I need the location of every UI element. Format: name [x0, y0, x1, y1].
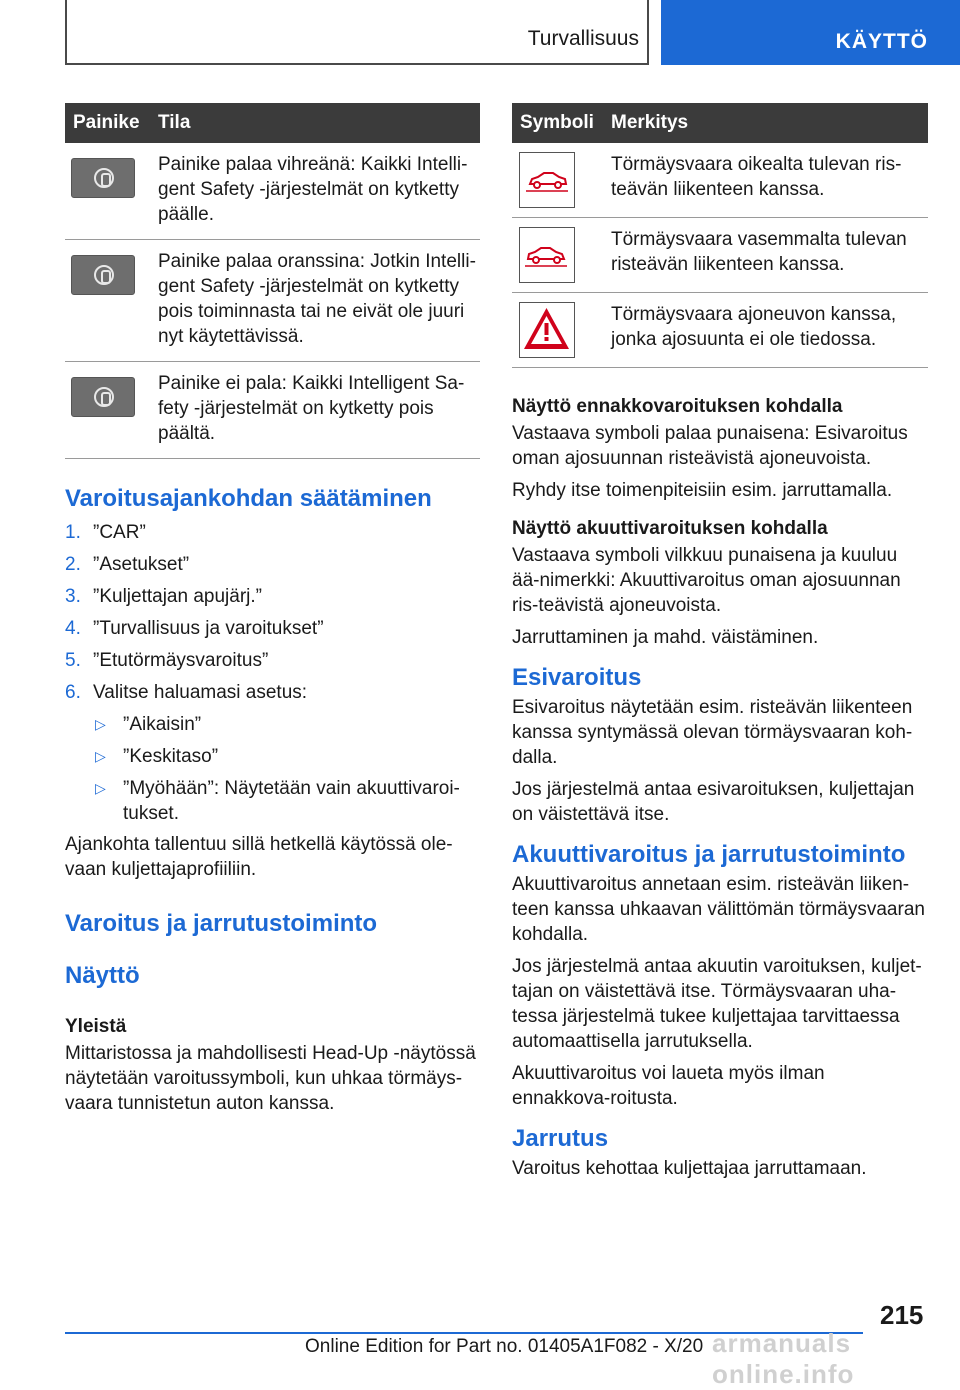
display-heading: Näyttö	[65, 962, 140, 989]
list-item: ▷ ”Myöhään”: Näytetään vain akuuttivaroi-tukset.	[95, 778, 460, 824]
table-header-meaning: Merkitys	[603, 103, 928, 143]
list-item: ▷ ”Keskitaso”	[95, 746, 219, 767]
table-row	[512, 143, 928, 218]
acute-brake-text-1: Akuuttivaroitus annetaan esim. risteävän liiken-teen kanssa uhkaavan välittömän törmäysvaaran kohdalla.	[512, 874, 925, 945]
braking-heading: Jarrutus	[512, 1125, 609, 1152]
general-text: Mittaristossa ja mahdollisesti Head-Up -näytössä näytetään varoitussymboli, kun uhkaa törmäys-vaara tunnistetun auton kanssa.	[65, 1043, 476, 1114]
button-state-table	[65, 103, 480, 459]
acute-brake-text-2: Jos järjestelmä antaa akuutin varoituksen, kuljet-tajan on väistettävä itse. Törmäysvaaran uha-tessa järjestelmä tukee kuljettajaa tarvittaessa automaattisella jarrutuksella.	[512, 956, 922, 1052]
table-cell-text: Törmäysvaara oikealta tulevan ris-teävän liikenteen kanssa.	[603, 143, 928, 218]
timing-heading: Varoitusajankohdan säätäminen	[65, 485, 432, 512]
triangle-bullet-icon: ▷	[95, 748, 106, 764]
table-header-button: Painike	[65, 103, 150, 143]
acute-text-1: Vastaava symboli vilkkuu punaisena ja kuuluu ää-nimerkki: Akuuttivaroitus oman ajosuunnan ris-teävistä ajoneuvoista.	[512, 545, 901, 616]
footer-edition-text: Online Edition for Part no. 01405A1F082 - X/20	[305, 1336, 704, 1357]
table-cell-text: Törmäysvaara vasemmalta tulevan risteävän liikenteen kanssa.	[603, 218, 928, 293]
watermark: armanuals online.info	[712, 1328, 855, 1389]
list-item: 3. ”Kuljettajan apujärj.”	[65, 586, 262, 607]
red-car-right-icon	[519, 152, 575, 208]
timing-steps-list	[65, 520, 480, 705]
pre-warning-display-heading: Näyttö ennakkovaroituksen kohdalla	[512, 396, 843, 417]
warning-triangle-icon	[519, 302, 575, 358]
list-item: ▷ ”Aikaisin”	[95, 714, 202, 735]
triangle-bullet-icon: ▷	[95, 780, 106, 796]
triangle-bullet-icon: ▷	[95, 716, 106, 732]
table-row	[512, 293, 928, 368]
header-section-title: Turvallisuus	[527, 27, 639, 50]
table-row	[65, 143, 480, 240]
prewarning-heading: Esivaroitus	[512, 664, 642, 691]
pre-warning-text-2: Ryhdy itse toimenpiteisiin esim. jarruttamalla.	[512, 480, 893, 501]
list-item: 1. ”CAR”	[65, 522, 146, 543]
left-column	[65, 103, 480, 1116]
list-item: 4. ”Turvallisuus ja varoitukset”	[65, 618, 324, 639]
list-item: 6. Valitse haluamasi asetus:	[65, 682, 308, 703]
prewarning-text-2: Jos järjestelmä antaa esivaroituksen, kuljettajan on väistettävä itse.	[512, 779, 915, 825]
general-heading: Yleistä	[65, 1016, 127, 1037]
braking-text: Varoitus kehottaa kuljettajaa jarruttamaan.	[512, 1158, 867, 1179]
table-cell-text: Törmäysvaara ajoneuvon kanssa, jonka ajosuunta ei ole tiedossa.	[603, 293, 928, 368]
prewarning-text-1: Esivaroitus näytetään esim. risteävän liikenteen kanssa syntymässä olevan törmäysvaaran koh-dalla.	[512, 697, 913, 768]
timing-note: Ajankohta tallentuu sillä hetkellä käytössä ole-vaan kuljettajaprofiiliin.	[65, 834, 453, 880]
acute-text-2: Jarruttaminen ja mahd. väistäminen.	[512, 627, 819, 648]
table-cell-text: Painike palaa oranssina: Jotkin Intelli-gent Safety -järjestelmät on kytketty pois toiminnasta tai ne eivät ole juuri nyt käytettävissä.	[150, 240, 480, 362]
table-header-symbol: Symboli	[512, 103, 603, 143]
right-column	[512, 103, 928, 1181]
acute-display-heading: Näyttö akuuttivaroituksen kohdalla	[512, 518, 828, 539]
acute-brake-heading: Akuuttivaroitus ja jarrutustoiminto	[512, 841, 906, 868]
table-row	[512, 218, 928, 293]
symbol-table	[512, 103, 928, 368]
table-header-state: Tila	[150, 103, 480, 143]
table-row	[65, 362, 480, 459]
red-car-left-icon	[519, 227, 575, 283]
table-row	[65, 240, 480, 362]
acute-brake-text-3: Akuuttivaroitus voi laueta myös ilman ennakkova-roitusta.	[512, 1063, 825, 1109]
table-cell-text: Painike ei pala: Kaikki Intelligent Sa-fety -järjestelmät on kytketty pois päältä.	[150, 362, 480, 459]
header-chapter-tab: KÄYTTÖ	[661, 0, 960, 65]
intelligent-safety-button-icon	[71, 158, 135, 198]
list-item: 2. ”Asetukset”	[65, 554, 190, 575]
timing-options-list	[65, 712, 480, 826]
header-section-box	[65, 0, 649, 65]
table-cell-text: Painike palaa vihreänä: Kaikki Intelli-gent Safety -järjestelmät on kytketty päälle.	[150, 143, 480, 240]
page-number: 215	[880, 1300, 924, 1330]
list-item: 5. ”Etutörmäysvaroitus”	[65, 650, 269, 671]
pre-warning-text-1: Vastaava symboli palaa punaisena: Esivaroitus oman ajosuunnan risteävistä ajoneuvoista.	[512, 423, 908, 469]
intelligent-safety-button-icon	[71, 377, 135, 417]
warning-heading: Varoitus ja jarrutustoiminto	[65, 910, 378, 937]
intelligent-safety-button-icon	[71, 255, 135, 295]
